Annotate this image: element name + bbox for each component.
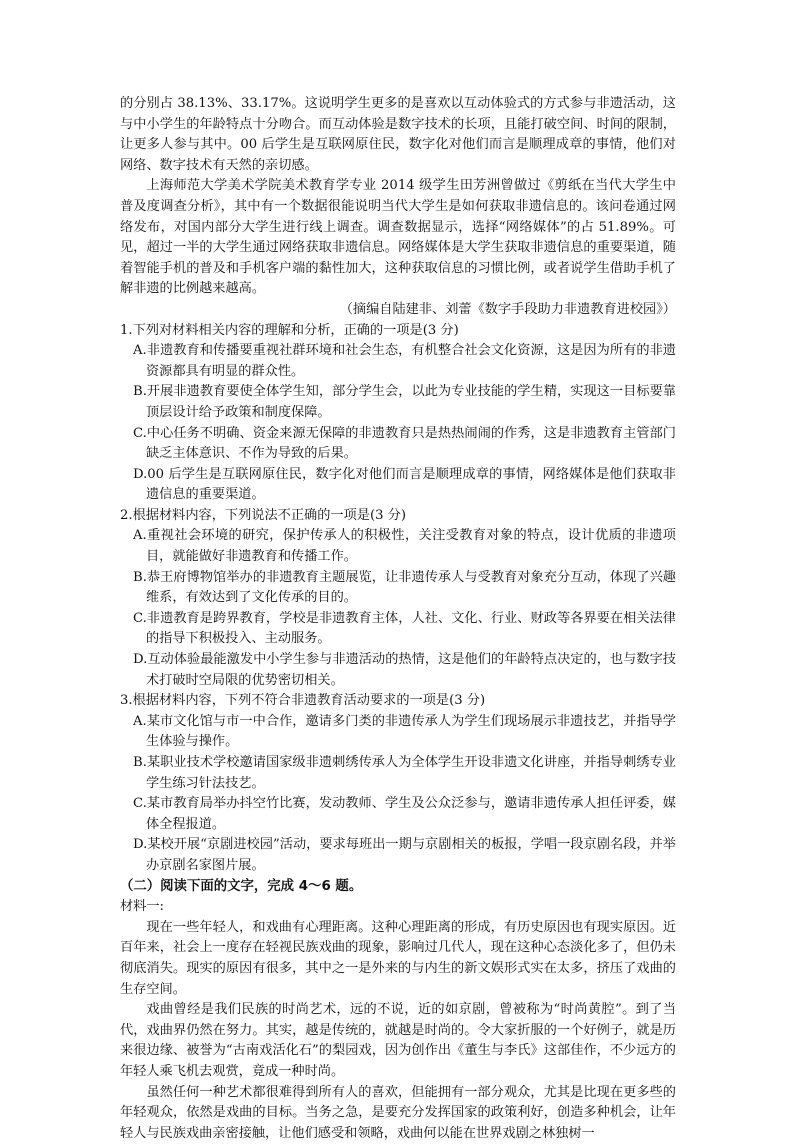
option-c: C.中心任务不明确、资金来源无保障的非遗教育只是热热闹闹的作秀，这是非遗教育主管部门缺乏主体意识、不作为导致的后果。 [133,424,676,465]
option-d: D.某校开展“京剧进校园”活动，要求每班出一期与京剧相关的板报，学唱一段京剧名段，并举办京剧名家图片展。 [133,835,676,876]
option-a: A.某市文化馆与市一中合作，邀请多门类的非遗传承人为学生们现场展示非遗技艺，并指导学生体验与操作。 [133,712,676,753]
section-title: （二）阅读下面的文字，完成 4～6 题。 [120,877,676,898]
option-d: D.互动体验最能激发中小学生参与非遗活动的热情，这是他们的年龄特点决定的，也与数字技术打破时空局限的优势密切相关。 [133,650,676,691]
option-a: A.重视社会环境的研究，保护传承人的积极性，关注受教育对象的特点，设计优质的非遗项目，就能做好非遗教育和传播工作。 [133,526,676,567]
option-c: C.非遗教育是跨界教育，学校是非遗教育主体，人社、文化、行业、财政等各界要在相关法律的指导下积极投入、主动服务。 [133,609,676,650]
question-stem: 2.根据材料内容，下列说法不正确的一项是(3 分) [120,506,676,527]
material-label: 材料一: [120,897,676,918]
question-1 [120,321,676,506]
question-stem: 3.根据材料内容，下列不符合非遗教育活动要求的一项是(3 分) [120,691,676,712]
option-d: D.00 后学生是互联网原住民，数字化对他们而言是顺理成章的事情，网络媒体是他们获取非遗信息的重要渠道。 [133,465,676,506]
question-2 [120,506,676,691]
exam-page [120,94,676,1144]
passage-paragraph-2: 上海师范大学美术学院美术教育学专业 2014 级学生田芳洲曾做过《剪纸在当代大学生中普及度调查分析》，其中有一个数据很能说明当代大学生是如何获取非遗信息的。该问卷通过网络发布，对国内部分大学生进行线上调查。调查数据显示，选择“网络媒体”的占 51.89%。可见，超过一半的大学生通过网络获取非遗信息。网络媒体是大学生获取非遗信息的重要渠道，随着智能手机的普及和手机客户端的黏性加大，这种获取信息的习惯比例，或者说学生借助手机了解非遗的比例越来越高。 [120,176,676,300]
option-b: B.恭王府博物馆举办的非遗教育主题展览，让非遗传承人与受教育对象充分互动，体现了兴趣维系，有效达到了文化传承的目的。 [133,568,676,609]
material-paragraph-1: 现在一些年轻人，和戏曲有心理距离。这种心理距离的形成，有历史原因也有现实原因。近百年来，社会上一度存在轻视民族戏曲的现象，影响过几代人，现在这种心态淡化多了，但仍未彻底消失。现实的原因有很多，其中之一是外来的与内生的新文娱形式实在太多，挤压了戏曲的生存空间。 [120,918,676,1000]
option-b: B.某职业技术学校邀请国家级非遗刺绣传承人为全体学生开设非遗文化讲座，并指导刺绣专业学生练习针法技艺。 [133,753,676,794]
option-b: B.开展非遗教育要使全体学生知，部分学生会，以此为专业技能的学生精，实现这一目标要靠顶层设计给予政策和制度保障。 [133,382,676,423]
passage-paragraph-1: 的分别占 38.13%、33.17%。这说明学生更多的是喜欢以互动体验式的方式参与非遗活动，这与中小学生的年龄特点十分吻合。而互动体验是数字技术的长项，且能打破空间、时间的限制，让更多人参与其中。00 后学生是互联网原住民，数字化对他们而言是顺理成章的事情，他们对网络、数字技术有天然的亲切感。 [120,94,676,176]
question-stem: 1.下列对材料相关内容的理解和分析，正确的一项是(3 分) [120,321,676,342]
material-paragraph-2: 戏曲曾经是我们民族的时尚艺术，远的不说，近的如京剧，曾被称为“时尚黄腔”。到了当代，戏曲界仍然在努力。其实，越是传统的，就越是时尚的。令大家折服的一个好例子，就是历来很边缘、被誉为“古南戏活化石”的梨园戏，因为创作出《董生与李氏》这部佳作，不少远方的年轻人乘飞机去观赏，竟成一种时尚。 [120,1000,676,1082]
question-3 [120,691,676,876]
option-a: A.非遗教育和传播要重视社群环境和社会生态，有机整合社会文化资源，这是因为所有的非遗资源都具有明显的群众性。 [133,341,676,382]
option-c: C.某市教育局举办抖空竹比赛，发动教师、学生及公众泛参与，邀请非遗传承人担任评委，媒体全程报道。 [133,794,676,835]
material-paragraph-3: 虽然任何一种艺术都很难得到所有人的喜欢，但能拥有一部分观众，尤其是比现在更多些的年轻观众，依然是戏曲的目标。当务之急，是要充分发挥国家的政策利好，创造多种机会，让年轻人与民族戏曲亲密接触，让他们感受和领略，戏曲何以能在世界戏剧之林独树一 [120,1083,676,1144]
source-citation: （摘编自陆建非、刘蕾《数字手段助力非遗教育进校园》） [120,300,676,321]
